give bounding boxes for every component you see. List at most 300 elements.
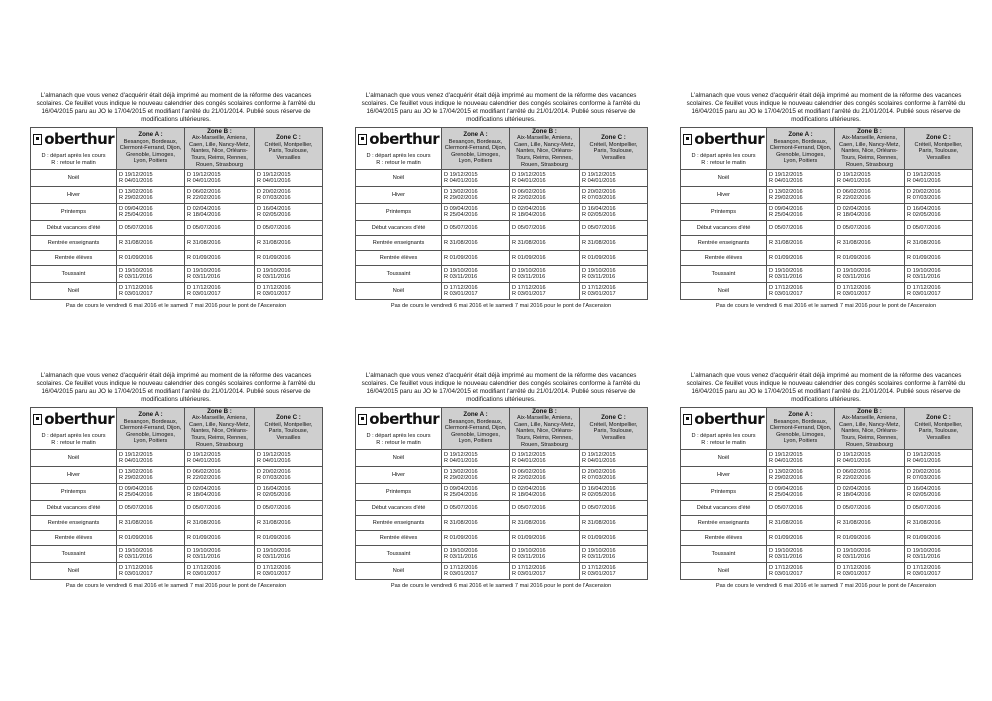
row-label: Noël: [681, 563, 767, 580]
zone-a-dates: D 13/02/2016 R 29/02/2016: [767, 187, 835, 204]
zone-b-dates: D 05/07/2016: [835, 221, 905, 236]
zone-b-dates: D 02/04/2016 R 18/04/2016: [510, 204, 580, 221]
row-toussaint: [356, 266, 648, 283]
row-rentree-eleves: [31, 251, 323, 266]
zone-c-dates: D 17/12/2016 R 03/01/2017: [580, 563, 648, 580]
zone-a-dates: D 19/12/2015 R 04/01/2016: [117, 170, 185, 187]
zone-a-dates: D 13/02/2016 R 29/02/2016: [442, 187, 510, 204]
row-printemps: [681, 484, 973, 501]
zone-c-cities: Créteil, Montpellier, Paris, Toulouse, Versailles: [264, 141, 313, 161]
zone-b-dates: R 01/09/2016: [185, 251, 255, 266]
row-hiver: [681, 187, 973, 204]
zone-c-header: [580, 407, 648, 450]
logo-wordmark: oberthur: [694, 130, 764, 149]
zone-b-dates: D 05/07/2016: [510, 501, 580, 516]
zone-c-dates: D 20/02/2016 R 07/03/2016: [905, 467, 973, 484]
zone-c-dates: D 20/02/2016 R 07/03/2016: [905, 187, 973, 204]
row-label: Début vacances d'été: [31, 221, 117, 236]
row-label: Noël: [681, 170, 767, 187]
zone-a-dates: D 05/07/2016: [117, 221, 185, 236]
zone-b-dates: D 06/02/2016 R 22/02/2016: [835, 467, 905, 484]
zone-b-name: Zone B :: [532, 127, 557, 135]
zone-a-name: Zone A :: [463, 130, 488, 138]
legend-retour: R : retour le matin: [51, 439, 96, 446]
zone-b-dates: D 17/12/2016 R 03/01/2017: [510, 283, 580, 300]
logo-cell: [356, 407, 442, 450]
row-label: Rentrée élèves: [356, 251, 442, 266]
row-hiver: [356, 467, 648, 484]
zone-c-dates: R 31/08/2016: [255, 516, 323, 531]
row-label: Hiver: [356, 187, 442, 204]
oberthur-logo: [358, 412, 439, 427]
zone-b-name: Zone B :: [207, 127, 232, 135]
footnote: Pas de cours le vendredi 6 mai 2016 et le samedi 7 mai 2016 pour le pont de l'Ascension: [390, 583, 612, 590]
row-label: Noël: [356, 283, 442, 300]
zone-a-dates: D 17/12/2016 R 03/01/2017: [117, 283, 185, 300]
logo-cell: [356, 127, 442, 170]
row-label: Rentrée élèves: [31, 251, 117, 266]
row-label: Toussaint: [681, 266, 767, 283]
zone-c-header: [580, 127, 648, 170]
holiday-table: [30, 407, 323, 581]
zone-b-dates: D 06/02/2016 R 22/02/2016: [185, 467, 255, 484]
legend-depart: D : départ après les cours: [691, 153, 756, 160]
zone-c-dates: D 17/12/2016 R 03/01/2017: [255, 563, 323, 580]
row-label: Toussaint: [31, 546, 117, 563]
zone-a-name: Zone A :: [138, 410, 163, 418]
zone-a-dates: D 05/07/2016: [117, 501, 185, 516]
zone-a-dates: D 09/04/2016 R 25/04/2016: [442, 204, 510, 221]
oberthur-logo: [33, 412, 114, 427]
row-ete: [31, 221, 323, 236]
zone-b-dates: D 06/02/2016 R 22/02/2016: [185, 187, 255, 204]
row-label: Rentrée enseignants: [31, 236, 117, 251]
holiday-table: [680, 127, 973, 301]
zone-a-dates: R 31/08/2016: [117, 516, 185, 531]
row-rentree-eleves: [356, 251, 648, 266]
logo-cell: [681, 407, 767, 450]
row-noel-2015: [356, 450, 648, 467]
zone-b-name: Zone B :: [532, 407, 557, 415]
zone-c-dates: D 05/07/2016: [255, 221, 323, 236]
row-label: Noël: [356, 450, 442, 467]
zone-b-cities: Aix-Marseille, Amiens, Caen, Lille, Nancy-Metz, Nantes, Nice, Orléans-Tours, Reims, Rennes, Rouen, Strasbourg: [514, 415, 575, 448]
zone-b-header: [185, 407, 255, 450]
zone-a-dates: D 05/07/2016: [442, 221, 510, 236]
legend-depart: D : départ après les cours: [366, 153, 431, 160]
zone-c-cities: Créteil, Montpellier, Paris, Toulouse, Versailles: [914, 141, 963, 161]
row-ete: [31, 501, 323, 516]
zone-b-dates: D 06/02/2016 R 22/02/2016: [510, 467, 580, 484]
footnote: Pas de cours le vendredi 6 mai 2016 et le samedi 7 mai 2016 pour le pont de l'Ascension: [65, 303, 287, 310]
zone-b-dates: D 17/12/2016 R 03/01/2017: [835, 283, 905, 300]
row-label: Noël: [31, 563, 117, 580]
footnote: Pas de cours le vendredi 6 mai 2016 et le samedi 7 mai 2016 pour le pont de l'Ascension: [715, 583, 937, 590]
row-label: Printemps: [31, 484, 117, 501]
leaflet-card: [680, 92, 972, 309]
row-label: Toussaint: [31, 266, 117, 283]
zone-c-dates: D 19/10/2016 R 03/11/2016: [255, 266, 323, 283]
zone-b-dates: D 05/07/2016: [185, 221, 255, 236]
zone-a-dates: D 09/04/2016 R 25/04/2016: [767, 484, 835, 501]
zone-b-header: [510, 407, 580, 450]
logo-mark-icon: [33, 134, 42, 145]
zone-b-header: [510, 127, 580, 170]
footnote: Pas de cours le vendredi 6 mai 2016 et le samedi 7 mai 2016 pour le pont de l'Ascension: [65, 583, 287, 590]
legend: [683, 153, 764, 166]
zone-b-dates: D 05/07/2016: [185, 501, 255, 516]
row-noel-2016: [681, 563, 973, 580]
row-label: Printemps: [356, 484, 442, 501]
leaflet-card: [30, 92, 322, 309]
legend-retour: R : retour le matin: [376, 159, 421, 166]
zone-a-cities: Besançon, Bordeaux, Clermont-Ferrand, Dijon, Grenoble, Limoges, Lyon, Poitiers: [119, 138, 182, 165]
zone-c-dates: D 05/07/2016: [255, 501, 323, 516]
zone-c-dates: D 19/12/2015 R 04/01/2016: [905, 170, 973, 187]
zone-c-dates: D 19/10/2016 R 03/11/2016: [905, 266, 973, 283]
leaflet-card: [680, 372, 972, 589]
zone-b-name: Zone B :: [857, 407, 882, 415]
header-row: [356, 127, 648, 170]
header-row: [356, 407, 648, 450]
zone-a-dates: D 17/12/2016 R 03/01/2017: [442, 283, 510, 300]
zone-b-dates: D 02/04/2016 R 18/04/2016: [185, 204, 255, 221]
zone-c-dates: D 16/04/2016 R 02/05/2016: [580, 204, 648, 221]
zone-b-dates: D 19/10/2016 R 03/11/2016: [835, 266, 905, 283]
row-toussaint: [681, 546, 973, 563]
zone-a-dates: D 05/07/2016: [767, 221, 835, 236]
logo-mark-icon: [683, 134, 692, 145]
oberthur-logo: [358, 132, 439, 147]
zone-c-name: Zone C :: [926, 134, 951, 142]
zone-b-dates: D 19/10/2016 R 03/11/2016: [510, 546, 580, 563]
zone-c-dates: D 19/12/2015 R 04/01/2016: [255, 450, 323, 467]
header-row: [31, 127, 323, 170]
zone-a-dates: D 19/10/2016 R 03/11/2016: [117, 266, 185, 283]
zone-b-dates: R 01/09/2016: [510, 251, 580, 266]
row-label: Printemps: [681, 204, 767, 221]
zone-a-name: Zone A :: [788, 130, 813, 138]
row-rentree-eleves: [356, 531, 648, 546]
zone-c-name: Zone C :: [601, 414, 626, 422]
row-noel-2015: [681, 170, 973, 187]
row-label: Hiver: [31, 467, 117, 484]
logo-cell: [31, 407, 117, 450]
zone-a-dates: R 01/09/2016: [442, 251, 510, 266]
row-noel-2016: [356, 563, 648, 580]
row-printemps: [356, 484, 648, 501]
row-noel-2015: [356, 170, 648, 187]
zone-a-dates: R 31/08/2016: [117, 236, 185, 251]
zone-b-cities: Aix-Marseille, Amiens, Caen, Lille, Nancy-Metz, Nantes, Nice, Orléans-Tours, Reims, Rennes, Rouen, Strasbourg: [189, 415, 250, 448]
intro-text: L'almanach que vous venez d'acquérir était déjà imprimé au moment de la réforme des vacances scolaires. Ce feuillet vous indique le nouveau calendrier des congés scolaires conforme à l'arrêté du 16/04/2015 paru au JO le 17/04/2015 et modifiant l'arrêté du 21/01/2014. Publié sous réserve de modifications ultérieures.: [36, 372, 316, 403]
legend-retour: R : retour le matin: [376, 439, 421, 446]
zone-c-dates: D 19/12/2015 R 04/01/2016: [580, 450, 648, 467]
row-rentree-enseignants: [681, 516, 973, 531]
row-label: Toussaint: [356, 266, 442, 283]
zone-b-dates: R 31/08/2016: [835, 236, 905, 251]
intro-text: L'almanach que vous venez d'acquérir était déjà imprimé au moment de la réforme des vacances scolaires. Ce feuillet vous indique le nouveau calendrier des congés scolaires conforme à l'arrêté du 16/04/2015 paru au JO le 17/04/2015 et modifiant l'arrêté du 21/01/2014. Publié sous réserve de modifications ultérieures.: [36, 92, 316, 123]
logo-wordmark: oberthur: [44, 130, 114, 149]
row-noel-2016: [356, 283, 648, 300]
zone-a-header: [767, 407, 835, 450]
zone-a-header: [442, 407, 510, 450]
row-toussaint: [681, 266, 973, 283]
zone-b-header: [835, 127, 905, 170]
row-rentree-enseignants: [356, 236, 648, 251]
zone-b-dates: D 19/12/2015 R 04/01/2016: [185, 170, 255, 187]
row-rentree-enseignants: [31, 516, 323, 531]
logo-wordmark: oberthur: [369, 410, 439, 429]
row-label: Hiver: [681, 187, 767, 204]
zone-b-dates: D 17/12/2016 R 03/01/2017: [510, 563, 580, 580]
zone-b-dates: R 01/09/2016: [835, 531, 905, 546]
zone-c-cities: Créteil, Montpellier, Paris, Toulouse, Versailles: [589, 421, 638, 441]
row-label: Rentrée élèves: [681, 251, 767, 266]
intro-text: L'almanach que vous venez d'acquérir était déjà imprimé au moment de la réforme des vacances scolaires. Ce feuillet vous indique le nouveau calendrier des congés scolaires conforme à l'arrêté du 16/04/2015 paru au JO le 17/04/2015 et modifiant l'arrêté du 21/01/2014. Publié sous réserve de modifications ultérieures.: [361, 372, 641, 403]
zone-b-dates: D 19/10/2016 R 03/11/2016: [185, 266, 255, 283]
zone-b-dates: D 02/04/2016 R 18/04/2016: [835, 484, 905, 501]
row-noel-2016: [31, 563, 323, 580]
zone-a-dates: R 31/08/2016: [767, 236, 835, 251]
logo-mark-icon: [33, 414, 42, 425]
zone-b-dates: R 31/08/2016: [835, 516, 905, 531]
zone-a-dates: D 19/10/2016 R 03/11/2016: [117, 546, 185, 563]
row-toussaint: [31, 266, 323, 283]
zone-a-cities: Besançon, Bordeaux, Clermont-Ferrand, Dijon, Grenoble, Limoges, Lyon, Poitiers: [119, 418, 182, 445]
zone-a-dates: D 13/02/2016 R 29/02/2016: [117, 467, 185, 484]
zone-c-dates: D 05/07/2016: [905, 221, 973, 236]
holiday-table: [680, 407, 973, 581]
row-label: Début vacances d'été: [31, 501, 117, 516]
zone-c-dates: R 01/09/2016: [580, 531, 648, 546]
row-hiver: [356, 187, 648, 204]
zone-a-dates: D 09/04/2016 R 25/04/2016: [767, 204, 835, 221]
row-hiver: [681, 467, 973, 484]
zone-a-dates: D 17/12/2016 R 03/01/2017: [442, 563, 510, 580]
zone-a-dates: R 01/09/2016: [767, 531, 835, 546]
zone-c-dates: R 01/09/2016: [255, 531, 323, 546]
row-label: Noël: [681, 450, 767, 467]
zone-a-dates: R 01/09/2016: [442, 531, 510, 546]
zone-a-dates: D 05/07/2016: [767, 501, 835, 516]
zone-c-dates: D 16/04/2016 R 02/05/2016: [905, 204, 973, 221]
zone-c-dates: D 20/02/2016 R 07/03/2016: [580, 187, 648, 204]
row-rentree-eleves: [681, 251, 973, 266]
zone-b-dates: R 31/08/2016: [510, 516, 580, 531]
zone-c-dates: D 16/04/2016 R 02/05/2016: [255, 204, 323, 221]
footnote: Pas de cours le vendredi 6 mai 2016 et le samedi 7 mai 2016 pour le pont de l'Ascension: [715, 303, 937, 310]
zone-b-dates: D 17/12/2016 R 03/01/2017: [185, 283, 255, 300]
zone-c-dates: R 31/08/2016: [580, 236, 648, 251]
row-rentree-enseignants: [31, 236, 323, 251]
row-label: Printemps: [356, 204, 442, 221]
zone-b-dates: D 19/10/2016 R 03/11/2016: [185, 546, 255, 563]
zone-a-dates: D 19/12/2015 R 04/01/2016: [442, 450, 510, 467]
zone-b-dates: D 06/02/2016 R 22/02/2016: [835, 187, 905, 204]
row-ete: [681, 221, 973, 236]
zone-a-header: [117, 127, 185, 170]
zone-a-dates: D 19/10/2016 R 03/11/2016: [442, 266, 510, 283]
logo-wordmark: oberthur: [44, 410, 114, 429]
row-ete: [681, 501, 973, 516]
zone-a-dates: D 17/12/2016 R 03/01/2017: [767, 283, 835, 300]
zone-c-header: [905, 407, 973, 450]
row-label: Noël: [356, 563, 442, 580]
zone-b-dates: D 19/12/2015 R 04/01/2016: [510, 450, 580, 467]
footnote: Pas de cours le vendredi 6 mai 2016 et le samedi 7 mai 2016 pour le pont de l'Ascension: [390, 303, 612, 310]
zone-c-dates: R 01/09/2016: [905, 531, 973, 546]
logo-cell: [681, 127, 767, 170]
zone-b-dates: D 19/12/2015 R 04/01/2016: [835, 170, 905, 187]
row-rentree-enseignants: [681, 236, 973, 251]
legend-retour: R : retour le matin: [701, 439, 746, 446]
zone-a-header: [117, 407, 185, 450]
row-noel-2016: [681, 283, 973, 300]
zone-c-name: Zone C :: [276, 414, 301, 422]
row-hiver: [31, 467, 323, 484]
leaflet-card: [355, 92, 647, 309]
row-label: Printemps: [681, 484, 767, 501]
zone-c-dates: R 01/09/2016: [580, 251, 648, 266]
zone-b-cities: Aix-Marseille, Amiens, Caen, Lille, Nancy-Metz, Nantes, Nice, Orléans-Tours, Reims, Rennes, Rouen, Strasbourg: [514, 135, 575, 168]
zone-c-dates: R 01/09/2016: [255, 251, 323, 266]
zone-b-dates: D 02/04/2016 R 18/04/2016: [185, 484, 255, 501]
zone-b-dates: R 01/09/2016: [185, 531, 255, 546]
zone-b-dates: D 05/07/2016: [510, 221, 580, 236]
zone-c-dates: D 16/04/2016 R 02/05/2016: [255, 484, 323, 501]
zone-c-dates: D 05/07/2016: [580, 221, 648, 236]
row-printemps: [356, 204, 648, 221]
row-label: Début vacances d'été: [681, 501, 767, 516]
row-label: Rentrée enseignants: [356, 516, 442, 531]
row-label: Rentrée enseignants: [681, 236, 767, 251]
row-label: Rentrée élèves: [681, 531, 767, 546]
row-label: Noël: [31, 450, 117, 467]
zone-c-dates: D 19/12/2015 R 04/01/2016: [905, 450, 973, 467]
zone-c-dates: R 31/08/2016: [905, 236, 973, 251]
legend: [33, 153, 114, 166]
holiday-table: [30, 127, 323, 301]
zone-b-dates: D 19/10/2016 R 03/11/2016: [510, 266, 580, 283]
zone-c-dates: R 31/08/2016: [580, 516, 648, 531]
row-label: Toussaint: [356, 546, 442, 563]
zone-a-dates: D 09/04/2016 R 25/04/2016: [117, 204, 185, 221]
zone-c-cities: Créteil, Montpellier, Paris, Toulouse, Versailles: [914, 421, 963, 441]
zone-b-dates: D 19/12/2015 R 04/01/2016: [835, 450, 905, 467]
zone-a-dates: D 09/04/2016 R 25/04/2016: [442, 484, 510, 501]
row-label: Rentrée enseignants: [681, 516, 767, 531]
row-label: Hiver: [31, 187, 117, 204]
zone-a-dates: R 31/08/2016: [442, 516, 510, 531]
row-label: Début vacances d'été: [356, 501, 442, 516]
row-ete: [356, 221, 648, 236]
zone-c-name: Zone C :: [601, 134, 626, 142]
row-label: Noël: [356, 170, 442, 187]
zone-c-dates: D 17/12/2016 R 03/01/2017: [580, 283, 648, 300]
zone-c-dates: D 17/12/2016 R 03/01/2017: [905, 563, 973, 580]
zone-a-dates: D 17/12/2016 R 03/01/2017: [117, 563, 185, 580]
zone-a-dates: D 17/12/2016 R 03/01/2017: [767, 563, 835, 580]
zone-c-dates: R 31/08/2016: [905, 516, 973, 531]
legend: [358, 433, 439, 446]
legend: [683, 433, 764, 446]
zone-c-dates: D 19/10/2016 R 03/11/2016: [580, 266, 648, 283]
row-label: Rentrée élèves: [356, 531, 442, 546]
header-row: [681, 407, 973, 450]
zone-c-dates: R 01/09/2016: [905, 251, 973, 266]
row-label: Rentrée élèves: [31, 531, 117, 546]
row-label: Début vacances d'été: [356, 221, 442, 236]
zone-b-cities: Aix-Marseille, Amiens, Caen, Lille, Nancy-Metz, Nantes, Nice, Orléans-Tours, Reims, Rennes, Rouen, Strasbourg: [189, 135, 250, 168]
intro-text: L'almanach que vous venez d'acquérir était déjà imprimé au moment de la réforme des vacances scolaires. Ce feuillet vous indique le nouveau calendrier des congés scolaires conforme à l'arrêté du 16/04/2015 paru au JO le 17/04/2015 et modifiant l'arrêté du 21/01/2014. Publié sous réserve de modifications ultérieures.: [361, 92, 641, 123]
oberthur-logo: [683, 412, 764, 427]
row-rentree-enseignants: [356, 516, 648, 531]
row-noel-2016: [31, 283, 323, 300]
zone-a-cities: Besançon, Bordeaux, Clermont-Ferrand, Dijon, Grenoble, Limoges, Lyon, Poitiers: [769, 418, 832, 445]
zone-c-dates: R 31/08/2016: [255, 236, 323, 251]
zone-a-dates: D 19/10/2016 R 03/11/2016: [767, 546, 835, 563]
row-noel-2015: [31, 450, 323, 467]
zone-a-dates: D 13/02/2016 R 29/02/2016: [442, 467, 510, 484]
zone-b-dates: D 19/10/2016 R 03/11/2016: [835, 546, 905, 563]
zone-a-dates: D 19/12/2015 R 04/01/2016: [442, 170, 510, 187]
legend: [358, 153, 439, 166]
zone-b-dates: R 31/08/2016: [510, 236, 580, 251]
logo-wordmark: oberthur: [369, 130, 439, 149]
zone-a-dates: D 19/12/2015 R 04/01/2016: [767, 170, 835, 187]
logo-mark-icon: [683, 414, 692, 425]
zone-b-dates: R 01/09/2016: [835, 251, 905, 266]
zone-c-dates: D 16/04/2016 R 02/05/2016: [905, 484, 973, 501]
zone-b-dates: R 31/08/2016: [185, 236, 255, 251]
zone-a-dates: D 13/02/2016 R 29/02/2016: [117, 187, 185, 204]
leaflet-card: [355, 372, 647, 589]
row-label: Début vacances d'été: [681, 221, 767, 236]
zone-b-dates: D 17/12/2016 R 03/01/2017: [185, 563, 255, 580]
zone-a-dates: D 05/07/2016: [442, 501, 510, 516]
zone-c-dates: D 20/02/2016 R 07/03/2016: [255, 187, 323, 204]
zone-b-name: Zone B :: [207, 407, 232, 415]
oberthur-logo: [683, 132, 764, 147]
header-row: [31, 407, 323, 450]
legend: [33, 433, 114, 446]
row-printemps: [681, 204, 973, 221]
zone-a-cities: Besançon, Bordeaux, Clermont-Ferrand, Dijon, Grenoble, Limoges, Lyon, Poitiers: [444, 418, 507, 445]
row-label: Toussaint: [681, 546, 767, 563]
zone-c-dates: D 20/02/2016 R 07/03/2016: [255, 467, 323, 484]
zone-a-dates: R 01/09/2016: [767, 251, 835, 266]
intro-text: L'almanach que vous venez d'acquérir était déjà imprimé au moment de la réforme des vacances scolaires. Ce feuillet vous indique le nouveau calendrier des congés scolaires conforme à l'arrêté du 16/04/2015 paru au JO le 17/04/2015 et modifiant l'arrêté du 21/01/2014. Publié sous réserve de modifications ultérieures.: [686, 372, 966, 403]
zone-a-dates: D 19/12/2015 R 04/01/2016: [767, 450, 835, 467]
zone-a-dates: D 19/10/2016 R 03/11/2016: [767, 266, 835, 283]
row-rentree-eleves: [31, 531, 323, 546]
row-label: Rentrée enseignants: [356, 236, 442, 251]
zone-c-dates: D 19/10/2016 R 03/11/2016: [580, 546, 648, 563]
logo-cell: [31, 127, 117, 170]
zone-a-cities: Besançon, Bordeaux, Clermont-Ferrand, Dijon, Grenoble, Limoges, Lyon, Poitiers: [444, 138, 507, 165]
zone-c-name: Zone C :: [276, 134, 301, 142]
logo-mark-icon: [358, 414, 367, 425]
zone-c-dates: D 16/04/2016 R 02/05/2016: [580, 484, 648, 501]
zone-a-dates: D 19/10/2016 R 03/11/2016: [442, 546, 510, 563]
zone-c-dates: D 20/02/2016 R 07/03/2016: [580, 467, 648, 484]
zone-a-dates: R 01/09/2016: [117, 531, 185, 546]
logo-mark-icon: [358, 134, 367, 145]
zone-a-name: Zone A :: [463, 410, 488, 418]
zone-a-cities: Besançon, Bordeaux, Clermont-Ferrand, Dijon, Grenoble, Limoges, Lyon, Poitiers: [769, 138, 832, 165]
zone-a-header: [767, 127, 835, 170]
